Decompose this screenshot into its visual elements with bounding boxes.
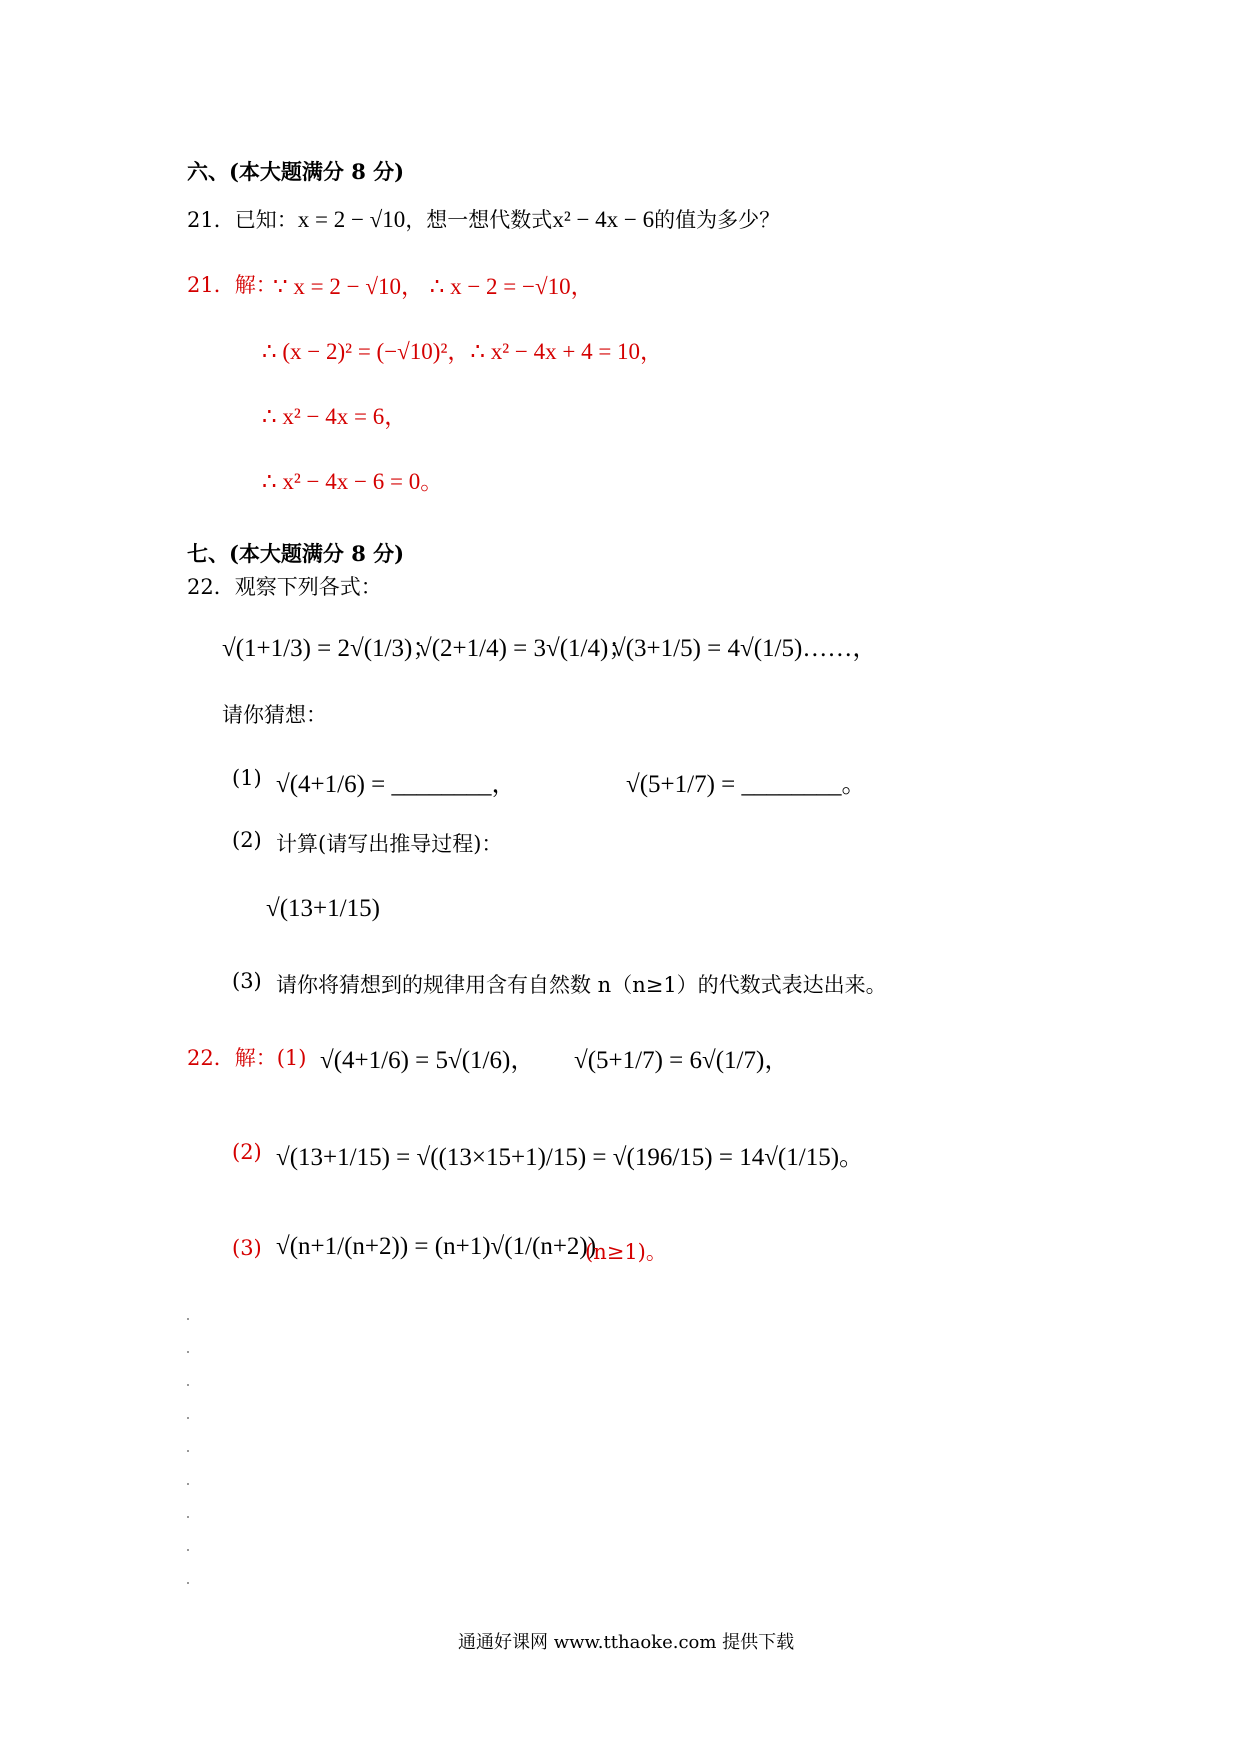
q22-solution-1a: √(4+1/6) = 5√(1/6)， [320,1047,536,1074]
q22-part1-expr-a: √(4+1/6) = ________， [276,771,517,798]
q21-prompt-number: 21．已知： [187,208,298,232]
q22-part3-label: (3) [232,969,262,993]
q22-solution-label: 22．解：(1) [187,1046,307,1070]
margin-dot [187,1483,189,1485]
q22-guess-label: 请你猜想： [222,703,327,727]
q22-solution-1b: √(5+1/7) = 6√(1/7)， [574,1047,790,1074]
q22-solution-3-condition: (n≥1)。 [585,1240,667,1264]
section-7-heading: 七、(本大题满分 8 分) [187,541,405,566]
q22-part1-label: (1) [232,766,262,790]
q22-prompt: 22．观察下列各式： [187,575,382,599]
page-footer: 通通好课网 www.tthaoke.com 提供下载 [458,1632,795,1653]
q21-solution-line4: ∴ x² − 4x − 6 = 0。 [262,469,444,494]
q21-solution-line1: ∵ x = 2 − √10， ∴ x − 2 = −√10， [273,274,594,299]
q22-part3-text: 请你将猜想到的规律用含有自然数 n（n≥1）的代数式表达出来。 [276,973,887,997]
q21-prompt-expr2: x² − 4x − 6 [552,207,655,232]
q21-solution-line2: ∴ (x − 2)² = (−√10)²，∴ x² − 4x + 4 = 10， [262,339,664,364]
q22-part2-expr: √(13+1/15) [266,895,380,922]
q21-prompt-expr: x = 2 − √10 [297,207,406,232]
q21-prompt [187,204,780,234]
margin-dot [187,1318,189,1320]
q22-example-2: √(2+1/4) = 3√(1/4)； [418,635,634,662]
q21-prompt-end: 的值为多少？ [654,208,781,232]
section-6-heading: 六、(本大题满分 8 分) [187,159,405,184]
margin-dot [187,1351,189,1353]
q21-prompt-mid: ，想一想代数式 [405,208,553,232]
q22-solution-2-label: (2) [232,1140,262,1164]
q22-solution-3-label: (3) [232,1236,262,1260]
q22-solution-3: √(n+1/(n+2)) = (n+1)√(1/(n+2)) [276,1233,597,1260]
q22-example-3: √(3+1/5) = 4√(1/5)……， [612,635,878,662]
margin-dot [187,1384,189,1386]
q22-part2-label: (2) [232,828,262,852]
q22-part1-expr-b: √(5+1/7) = ________。 [626,771,867,798]
q21-solution-line3: ∴ x² − 4x = 6， [262,404,408,429]
q22-part2-text: 计算(请写出推导过程)： [276,832,503,856]
margin-dot [187,1516,189,1518]
q22-solution-2: √(13+1/15) = √((13×15+1)/15) = √(196/15) = 14√(1/15)。 [276,1144,865,1171]
margin-dot [187,1582,189,1584]
q21-solution-label: 21．解： [187,273,277,297]
q22-example-1: √(1+1/3) = 2√(1/3)； [222,635,438,662]
margin-dot [187,1450,189,1452]
margin-dot [187,1417,189,1419]
margin-dot [187,1549,189,1551]
